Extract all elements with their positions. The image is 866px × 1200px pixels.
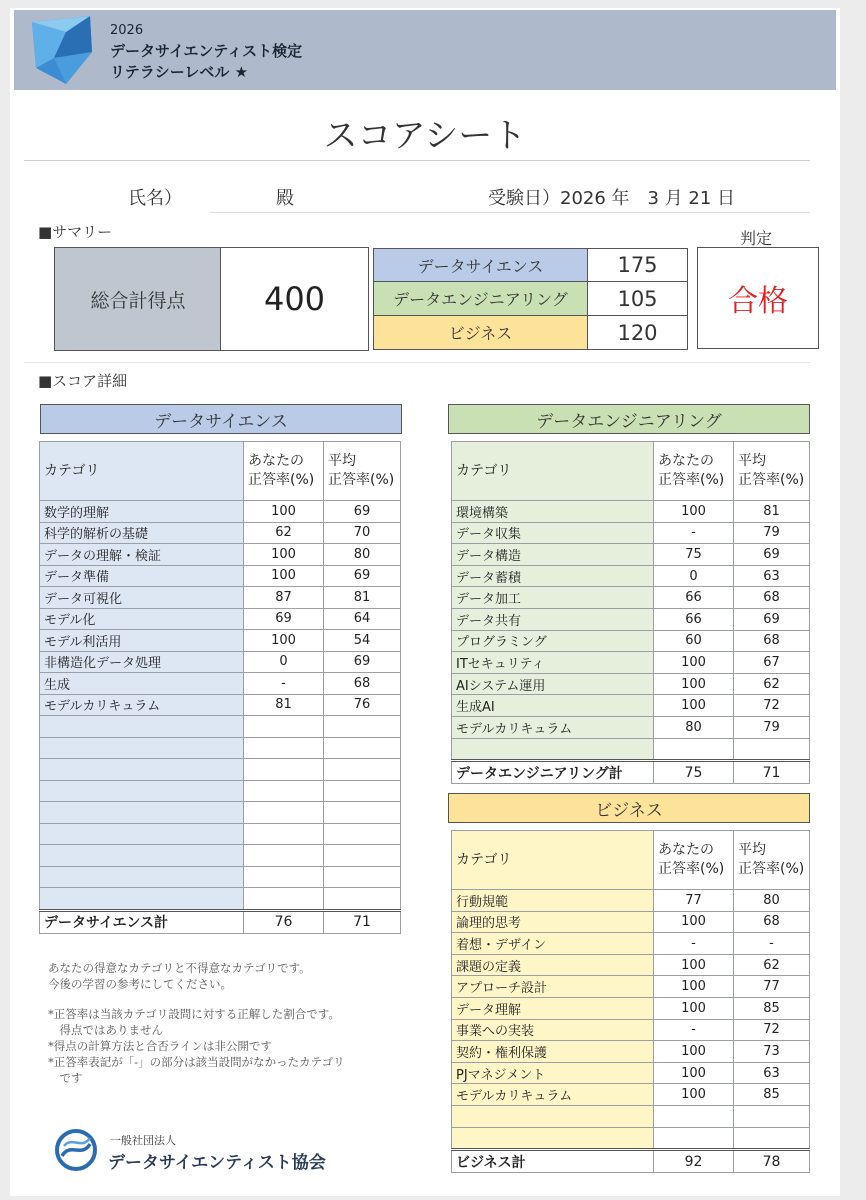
de-section-header: データエンジニアリング [448, 404, 810, 434]
judgement-result: 合格 [697, 247, 819, 349]
category-cell: 環境構築 [452, 501, 654, 523]
category-cell: アプローチ設計 [452, 976, 654, 998]
summary-section-label: ■サマリー [38, 223, 113, 241]
avg-rate-cell: 68 [734, 587, 810, 609]
category-cell [40, 780, 244, 802]
table-row [452, 716, 810, 738]
summary-ds-value: 175 [587, 248, 688, 282]
detail-section-label: ■スコア詳細 [38, 372, 128, 390]
ds-score-table [39, 441, 401, 934]
org-type: 一般社団法人 [110, 1134, 176, 1147]
biz-score-table [451, 830, 810, 1173]
avg-rate-cell: 69 [324, 565, 401, 587]
note-line: 得点ではありません [48, 1023, 163, 1037]
exam-level: リテラシーレベル ★ [110, 63, 249, 81]
avg-rate-cell [324, 888, 401, 911]
table-row [452, 1062, 810, 1084]
category-cell: 課題の定義 [452, 954, 654, 976]
your-rate-cell: 100 [244, 544, 324, 566]
your-rate-cell: 0 [244, 651, 324, 673]
category-cell: モデルカリキュラム [452, 1084, 654, 1106]
total-avg-rate: 71 [734, 761, 810, 784]
table-row [452, 976, 810, 998]
your-rate-cell: 69 [244, 608, 324, 630]
table-row [452, 652, 810, 674]
your-rate-cell [244, 759, 324, 781]
your-rate-cell: 100 [244, 565, 324, 587]
your-rate-cell: 100 [654, 1062, 734, 1084]
header-text: あなたの [658, 453, 714, 469]
page-title: スコアシート [323, 116, 527, 156]
your-rate-cell: 66 [654, 587, 734, 609]
avg-rate-cell [324, 802, 401, 824]
total-score-value: 400 [220, 247, 369, 351]
category-cell [40, 716, 244, 738]
table-row [40, 608, 401, 630]
your-rate-cell: 87 [244, 587, 324, 609]
table-header-row [452, 831, 810, 890]
org-name: データサイエンティスト協会 [108, 1153, 326, 1173]
category-cell [40, 759, 244, 781]
category-cell: データ収集 [452, 522, 654, 544]
avg-rate-cell: 72 [734, 1019, 810, 1041]
category-cell [40, 888, 244, 911]
header-text: 正答率(%) [738, 472, 805, 488]
category-cell: 契約・権利保護 [452, 1041, 654, 1063]
header-avg-rate [734, 831, 810, 890]
avg-rate-cell: 68 [734, 630, 810, 652]
avg-rate-cell: 62 [734, 673, 810, 695]
category-cell [452, 738, 654, 761]
table-row [40, 544, 401, 566]
your-rate-cell: 100 [654, 673, 734, 695]
note-line: *正答率は当該カテゴリ設問に対する正解した割合です。 [48, 1007, 340, 1021]
table-row [40, 823, 401, 845]
table-row [40, 759, 401, 781]
your-rate-cell: 100 [654, 976, 734, 998]
table-total-row [452, 1150, 810, 1173]
category-cell: 非構造化データ処理 [40, 651, 244, 673]
table-header-row [40, 442, 401, 501]
avg-rate-cell: - [734, 933, 810, 955]
your-rate-cell: 75 [654, 544, 734, 566]
your-rate-cell: 66 [654, 608, 734, 630]
table-header-row [452, 442, 810, 501]
table-row [40, 888, 401, 911]
table-row [452, 1019, 810, 1041]
association-logo-icon [54, 1128, 98, 1172]
avg-rate-cell: 79 [734, 522, 810, 544]
category-cell [452, 1127, 654, 1150]
your-rate-cell: - [654, 933, 734, 955]
judgement-label: 判定 [740, 229, 773, 248]
category-cell: モデルカリキュラム [452, 716, 654, 738]
table-total-row [40, 910, 401, 933]
table-row [452, 933, 810, 955]
your-rate-cell: - [244, 673, 324, 695]
category-cell: モデルカリキュラム [40, 694, 244, 716]
table-row [40, 780, 401, 802]
table-row [40, 630, 401, 652]
summary-de-value: 105 [587, 281, 688, 316]
your-rate-cell [654, 1127, 734, 1150]
category-cell: ITセキュリティ [452, 652, 654, 674]
category-cell: 生成AI [452, 695, 654, 717]
your-rate-cell: - [654, 1019, 734, 1041]
table-row [452, 695, 810, 717]
category-cell: データ構造 [452, 544, 654, 566]
category-cell: 行動規範 [452, 890, 654, 912]
avg-rate-cell: 80 [734, 890, 810, 912]
category-cell: AIシステム運用 [452, 673, 654, 695]
category-cell [452, 1105, 654, 1127]
category-cell [40, 823, 244, 845]
your-rate-cell: - [654, 522, 734, 544]
header-text: 平均 [738, 842, 766, 858]
header-text: 平均 [328, 453, 356, 469]
shield-logo-icon [26, 14, 96, 86]
summary-biz-value: 120 [587, 315, 688, 350]
header-text: あなたの [248, 453, 304, 469]
category-cell: 着想・デザイン [452, 933, 654, 955]
category-cell [40, 845, 244, 867]
total-label: データエンジニアリング計 [452, 761, 654, 784]
total-avg-rate: 71 [324, 910, 401, 933]
avg-rate-cell: 72 [734, 695, 810, 717]
header-text: 正答率(%) [328, 472, 395, 488]
header-banner [14, 10, 836, 90]
total-your-rate: 75 [654, 761, 734, 784]
your-rate-cell [654, 738, 734, 761]
category-cell: 数学的理解 [40, 501, 244, 523]
your-rate-cell: 100 [654, 954, 734, 976]
avg-rate-cell: 68 [324, 673, 401, 695]
your-rate-cell [244, 845, 324, 867]
your-rate-cell: 100 [654, 1041, 734, 1063]
avg-rate-cell: 81 [324, 587, 401, 609]
avg-rate-cell: 79 [734, 716, 810, 738]
category-cell [40, 737, 244, 759]
your-rate-cell: 100 [654, 652, 734, 674]
category-cell: データ加工 [452, 587, 654, 609]
header-your-rate [654, 442, 734, 501]
de-score-table [451, 441, 810, 784]
category-cell: データ蓄積 [452, 565, 654, 587]
category-cell: 生成 [40, 673, 244, 695]
avg-rate-cell [324, 716, 401, 738]
avg-rate-cell [324, 759, 401, 781]
summary-divider [24, 362, 810, 363]
exam-date: 受験日）2026 年 3 月 21 日 [488, 188, 736, 209]
your-rate-cell [244, 780, 324, 802]
table-row [40, 673, 401, 695]
total-your-rate: 92 [654, 1150, 734, 1173]
your-rate-cell: 100 [244, 501, 324, 523]
category-cell: プログラミング [452, 630, 654, 652]
header-text: 正答率(%) [248, 472, 315, 488]
your-rate-cell: 77 [654, 890, 734, 912]
category-cell: 科学的解析の基礎 [40, 522, 244, 544]
title-divider [24, 160, 810, 161]
category-cell: 事業への実装 [452, 1019, 654, 1041]
avg-rate-cell: 73 [734, 1041, 810, 1063]
your-rate-cell [244, 866, 324, 888]
avg-rate-cell: 64 [324, 608, 401, 630]
table-row [40, 501, 401, 523]
table-row [40, 565, 401, 587]
notes [48, 960, 345, 1086]
total-label: データサイエンス計 [40, 910, 244, 933]
avg-rate-cell [734, 1127, 810, 1150]
avg-rate-cell: 63 [734, 565, 810, 587]
avg-rate-cell: 67 [734, 652, 810, 674]
your-rate-cell: 100 [654, 501, 734, 523]
total-score-label: 総合計得点 [54, 247, 222, 351]
avg-rate-cell: 81 [734, 501, 810, 523]
avg-rate-cell: 76 [324, 694, 401, 716]
avg-rate-cell [324, 823, 401, 845]
name-label: 氏名） [128, 188, 182, 209]
avg-rate-cell [324, 737, 401, 759]
category-cell: データ準備 [40, 565, 244, 587]
table-row [452, 997, 810, 1019]
table-row [40, 587, 401, 609]
your-rate-cell: 100 [654, 1084, 734, 1106]
table-row [40, 802, 401, 824]
avg-rate-cell [734, 738, 810, 761]
table-row [452, 587, 810, 609]
total-avg-rate: 78 [734, 1150, 810, 1173]
header-text: 正答率(%) [658, 472, 725, 488]
summary-ds-label: データサイエンス [373, 248, 588, 282]
category-cell: モデル利活用 [40, 630, 244, 652]
table-total-row [452, 761, 810, 784]
table-row [452, 911, 810, 933]
table-row [40, 866, 401, 888]
category-cell: データ共有 [452, 608, 654, 630]
note-line: です [48, 1071, 83, 1085]
header-category: カテゴリ [452, 831, 654, 890]
header-category: カテゴリ [40, 442, 244, 501]
note-line: *得点の計算方法と合否ラインは非公開です [48, 1039, 272, 1053]
avg-rate-cell [324, 866, 401, 888]
table-row [452, 1105, 810, 1127]
your-rate-cell: 100 [654, 695, 734, 717]
note-line: 今後の学習の参考にしてください。 [48, 977, 232, 991]
category-cell: データ可視化 [40, 587, 244, 609]
avg-rate-cell: 69 [734, 544, 810, 566]
table-row [40, 651, 401, 673]
table-row [452, 673, 810, 695]
table-row [452, 890, 810, 912]
your-rate-cell: 80 [654, 716, 734, 738]
your-rate-cell: 0 [654, 565, 734, 587]
summary-de-label: データエンジニアリング [373, 281, 588, 316]
exam-year: 2026 [110, 23, 144, 38]
your-rate-cell [244, 737, 324, 759]
your-rate-cell: 100 [244, 630, 324, 652]
table-row [452, 1127, 810, 1150]
exam-name: データサイエンティスト検定 [110, 42, 303, 60]
category-cell: データの理解・検証 [40, 544, 244, 566]
table-row [40, 737, 401, 759]
header-category: カテゴリ [452, 442, 654, 501]
your-rate-cell [244, 823, 324, 845]
table-row [40, 716, 401, 738]
avg-rate-cell: 69 [734, 608, 810, 630]
table-row [40, 522, 401, 544]
total-label: ビジネス計 [452, 1150, 654, 1173]
avg-rate-cell: 77 [734, 976, 810, 998]
table-row [452, 522, 810, 544]
table-row [452, 1084, 810, 1106]
info-divider [210, 212, 810, 213]
table-row [452, 954, 810, 976]
avg-rate-cell: 85 [734, 1084, 810, 1106]
your-rate-cell [244, 888, 324, 911]
summary-biz-label: ビジネス [373, 315, 588, 350]
table-row [452, 565, 810, 587]
avg-rate-cell: 69 [324, 651, 401, 673]
avg-rate-cell: 69 [324, 501, 401, 523]
avg-rate-cell [734, 1105, 810, 1127]
table-row [452, 608, 810, 630]
avg-rate-cell: 80 [324, 544, 401, 566]
note-line: *正答率表記が「-」の部分は該当設問がなかったカテゴリ [48, 1055, 345, 1069]
your-rate-cell: 60 [654, 630, 734, 652]
table-row [452, 544, 810, 566]
avg-rate-cell [324, 845, 401, 867]
your-rate-cell: 100 [654, 997, 734, 1019]
header-text: 正答率(%) [658, 861, 725, 877]
avg-rate-cell: 62 [734, 954, 810, 976]
category-cell: PJマネジメント [452, 1062, 654, 1084]
category-cell [40, 802, 244, 824]
your-rate-cell [244, 716, 324, 738]
table-row [452, 630, 810, 652]
your-rate-cell [654, 1105, 734, 1127]
header-your-rate [244, 442, 324, 501]
avg-rate-cell: 85 [734, 997, 810, 1019]
table-row [40, 845, 401, 867]
honorific: 殿 [276, 188, 294, 209]
avg-rate-cell [324, 780, 401, 802]
category-cell: 論理的思考 [452, 911, 654, 933]
total-your-rate: 76 [244, 910, 324, 933]
table-row [452, 501, 810, 523]
avg-rate-cell: 68 [734, 911, 810, 933]
note-line: あなたの得意なカテゴリと不得意なカテゴリです。 [48, 961, 311, 975]
table-row [452, 1041, 810, 1063]
header-text: 平均 [738, 453, 766, 469]
table-row [452, 738, 810, 761]
your-rate-cell [244, 802, 324, 824]
your-rate-cell: 100 [654, 911, 734, 933]
ds-section-header: データサイエンス [40, 404, 402, 434]
avg-rate-cell: 54 [324, 630, 401, 652]
header-text: あなたの [658, 842, 714, 858]
category-cell: モデル化 [40, 608, 244, 630]
header-text: 正答率(%) [738, 861, 805, 877]
header-avg-rate [324, 442, 401, 501]
category-cell [40, 866, 244, 888]
your-rate-cell: 81 [244, 694, 324, 716]
header-avg-rate [734, 442, 810, 501]
avg-rate-cell: 70 [324, 522, 401, 544]
header-your-rate [654, 831, 734, 890]
category-cell: データ理解 [452, 997, 654, 1019]
your-rate-cell: 62 [244, 522, 324, 544]
table-row [40, 694, 401, 716]
biz-section-header: ビジネス [448, 793, 810, 823]
avg-rate-cell: 63 [734, 1062, 810, 1084]
